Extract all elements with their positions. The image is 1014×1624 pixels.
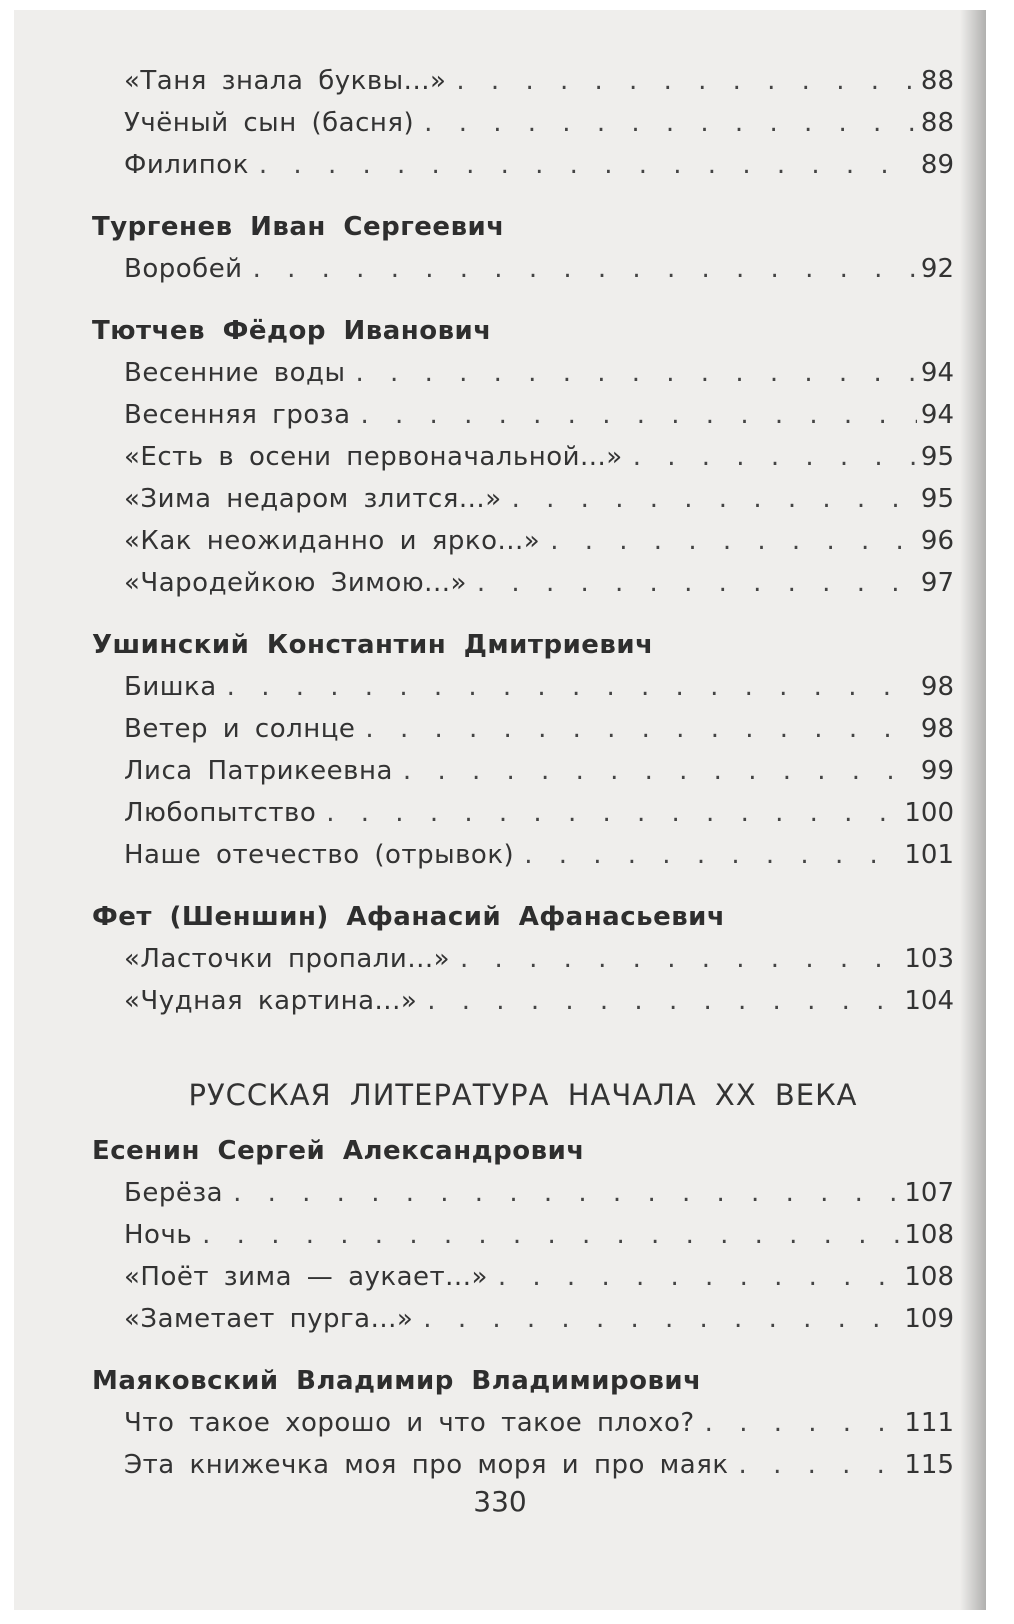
toc-entry [92,102,954,144]
dot-leader [739,1444,901,1486]
toc-entry [92,478,954,520]
dot-leader [427,980,900,1022]
dot-leader [253,248,917,290]
toc-entry [92,144,954,186]
toc-entry-title: Наше отечество (отрывок) [124,840,515,870]
author-heading: Тургенев Иван Сергеевич [92,212,505,242]
dot-leader [423,1298,900,1340]
toc-entry [92,248,954,290]
toc-entry-page: 92 [920,254,954,284]
toc-entry-page: 97 [920,568,954,598]
toc-entry-title: Любопытство [124,798,317,828]
toc-entry-page: 88 [920,108,954,138]
toc-entry-page: 101 [904,840,954,870]
toc-entry-page: 108 [904,1262,954,1292]
toc-entry [92,1214,954,1256]
dot-leader [524,834,900,876]
toc-entry-title: Весенняя гроза [124,400,351,430]
dot-leader [477,562,917,604]
toc-entry-title: Бишка [124,672,217,702]
toc-entry [92,1402,954,1444]
dot-leader [705,1402,901,1444]
toc-entry-title: «Ласточки пропали...» [124,944,451,974]
toc-entry [92,436,954,478]
toc-entry-title: «Таня знала буквы...» [124,66,447,96]
toc-entry [92,562,954,604]
toc-entry-page: 95 [920,442,954,472]
toc-entry [92,394,954,436]
author-heading: Фет (Шеншин) Афанасий Афанасьевич [92,902,726,932]
toc-entry-title: «Чародейкою Зимою...» [124,568,467,598]
dot-leader [498,1256,900,1298]
toc-entry-title: «Чудная картина...» [124,986,418,1016]
toc-entry-page: 107 [904,1178,954,1208]
toc-entry [92,750,954,792]
toc-entry [92,1444,954,1486]
toc-entry-title: Что такое хорошо и что такое плохо? [124,1408,695,1438]
toc-entry-page: 108 [904,1220,954,1250]
toc-entry-title: Ветер и солнце [124,714,356,744]
toc-entry-page: 89 [920,150,954,180]
dot-leader [633,436,917,478]
dot-leader [365,708,916,750]
dot-leader [361,394,917,436]
toc-entry-page: 95 [920,484,954,514]
toc-entry-title: «Есть в осени первоначальной...» [124,442,623,472]
toc-entry-page: 98 [920,714,954,744]
toc-entry-title: Весенние воды [124,358,346,388]
toc-entry [92,1298,954,1340]
section-heading: РУССКАЯ ЛИТЕРАТУРА НАЧАЛА XX ВЕКА [188,1078,858,1112]
toc-entry [92,980,954,1022]
toc-entry [92,834,954,876]
toc-entry-page: 96 [920,526,954,556]
dot-leader [356,352,917,394]
toc-entry-page: 104 [904,986,954,1016]
toc-entry-page: 115 [904,1450,954,1480]
dot-leader [233,1172,900,1214]
toc-entry-title: «Зима недаром злится...» [124,484,502,514]
toc-entry-page: 98 [920,672,954,702]
dot-leader [512,478,917,520]
author-heading: Есенин Сергей Александрович [92,1136,585,1166]
toc-entry-title: Учёный сын (басня) [124,108,415,138]
toc-entry [92,60,954,102]
toc-entry-title: Эта книжечка моя про моря и про маяк [124,1450,729,1480]
toc-entry [92,520,954,562]
toc-entry-title: Филипок [124,150,249,180]
toc-entry-page: 88 [920,66,954,96]
toc-entry-title: «Заметает пурга...» [124,1304,414,1334]
toc-entry [92,938,954,980]
toc-entry-page: 94 [920,400,954,430]
toc-entry [92,708,954,750]
toc-entry [92,1256,954,1298]
book-page [14,10,986,1610]
toc-entry-title: Лиса Патрикеевна [124,756,393,786]
toc-entry [92,1172,954,1214]
dot-leader [227,666,917,708]
dot-leader [424,102,917,144]
dot-leader [403,750,917,792]
toc-entry-page: 100 [904,798,954,828]
table-of-contents [92,60,954,1486]
dot-leader [259,144,917,186]
toc-entry-page: 99 [920,756,954,786]
dot-leader [460,938,900,980]
toc-entry-title: Берёза [124,1178,224,1208]
toc-entry-page: 94 [920,358,954,388]
toc-entry-title: «Как неожиданно и ярко...» [124,526,541,556]
toc-entry [92,792,954,834]
toc-entry [92,666,954,708]
toc-entry-page: 103 [904,944,954,974]
toc-entry-title: Ночь [124,1220,193,1250]
dot-leader [202,1214,900,1256]
author-heading: Ушинский Константин Дмитриевич [92,630,654,660]
dot-leader [326,792,900,834]
toc-entry-title: «Поёт зима — аукает...» [124,1262,488,1292]
dot-leader [550,520,917,562]
toc-entry [92,352,954,394]
toc-entry-title: Воробей [124,254,243,284]
page-number: 330 [473,1485,527,1518]
toc-entry-page: 109 [904,1304,954,1334]
author-heading: Тютчев Фёдор Иванович [92,316,492,346]
toc-entry-page: 111 [904,1408,954,1438]
author-heading: Маяковский Владимир Владимирович [92,1366,702,1396]
dot-leader [456,60,917,102]
